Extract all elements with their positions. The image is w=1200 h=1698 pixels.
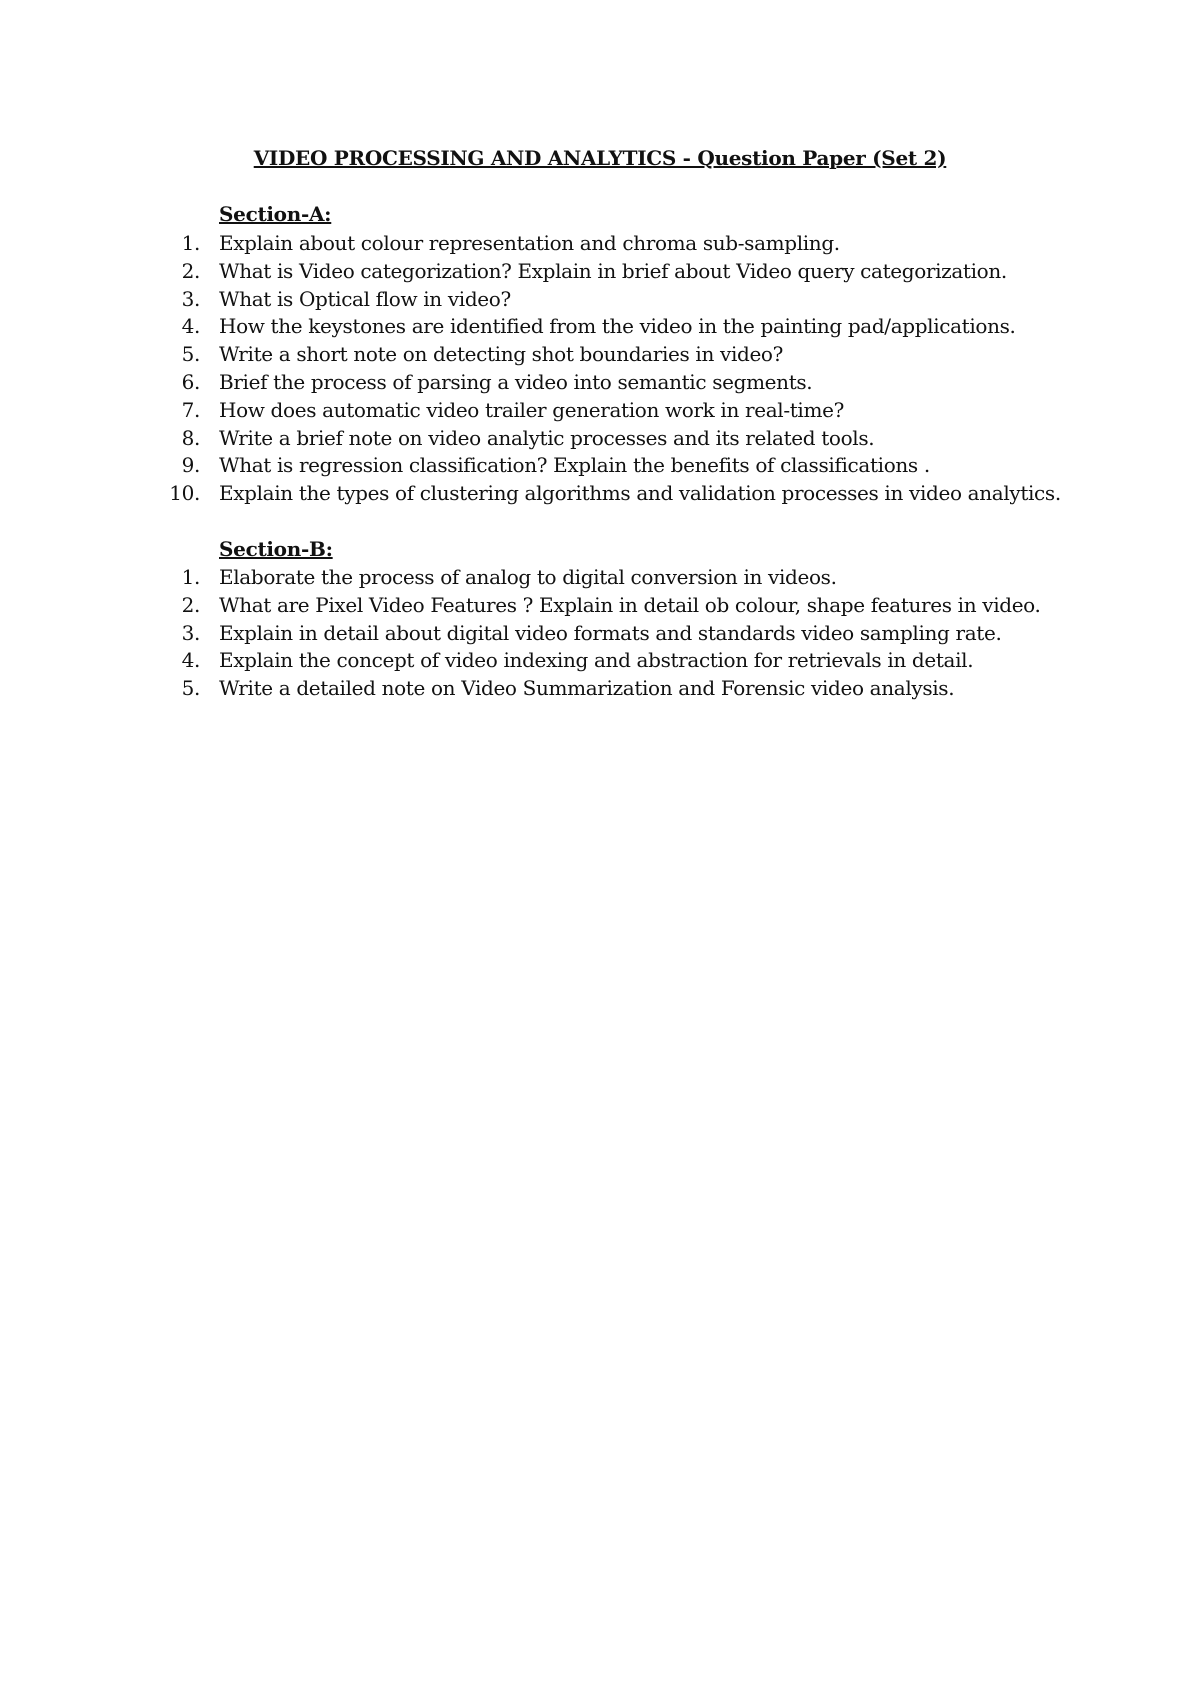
question-item: [0, 369, 1200, 397]
question-number: 5.: [181, 676, 200, 701]
question-item: [0, 564, 1200, 592]
question-text: Elaborate the process of analog to digital conversion in videos.: [219, 565, 837, 589]
question-text: What is Video categorization? Explain in brief about Video query categorization.: [219, 258, 1007, 283]
question-text: Brief the process of parsing a video into semantic segments.: [219, 369, 813, 394]
question-number: 4.: [181, 648, 200, 673]
question-number: 3.: [181, 286, 200, 311]
section-b-heading: Section-B:: [219, 537, 333, 561]
question-text: Write a short note on detecting shot boundaries in video?: [219, 342, 783, 367]
paper-title: VIDEO PROCESSING AND ANALYTICS - Question Paper (Set 2): [253, 146, 947, 170]
question-number: 10.: [169, 481, 200, 506]
question-number: 5.: [181, 342, 200, 367]
question-number: 1.: [181, 565, 200, 589]
question-text: What is regression classification? Explain the benefits of classifications .: [219, 453, 930, 478]
question-text: How does automatic video trailer generation work in real-time?: [219, 397, 844, 422]
question-text: Write a brief note on video analytic processes and its related tools.: [219, 425, 875, 450]
question-item: [0, 647, 1200, 675]
question-item: [0, 286, 1200, 314]
question-text: Explain in detail about digital video formats and standards video sampling rate.: [219, 620, 1002, 645]
question-text: How the keystones are identified from the video in the painting pad/applications.: [219, 314, 1016, 339]
question-item: [0, 230, 1200, 258]
question-item: [0, 425, 1200, 453]
question-number: 7.: [181, 397, 200, 422]
section-b-question-list: [0, 564, 1200, 703]
question-text: What is Optical flow in video?: [219, 286, 511, 311]
question-item: [0, 341, 1200, 369]
section-a-question-list: [0, 230, 1200, 508]
question-item: [0, 620, 1200, 648]
question-item: [0, 452, 1200, 480]
question-number: 8.: [181, 425, 200, 450]
question-number: 6.: [181, 369, 200, 394]
question-text: Explain about colour representation and chroma sub-sampling.: [219, 231, 840, 255]
question-text: Write a detailed note on Video Summarization and Forensic video analysis.: [219, 676, 955, 701]
question-item: [0, 397, 1200, 425]
question-item: [0, 480, 1200, 508]
question-number: 4.: [181, 314, 200, 339]
question-number: 9.: [181, 453, 200, 478]
question-text: Explain the concept of video indexing and abstraction for retrievals in detail.: [219, 648, 974, 673]
question-item: [0, 592, 1200, 620]
question-item: [0, 258, 1200, 286]
question-text: Explain the types of clustering algorithms and validation processes in video analytics.: [219, 481, 1061, 506]
section-a-heading: Section-A:: [219, 202, 332, 226]
question-number: 2.: [181, 592, 200, 617]
question-number: 3.: [181, 620, 200, 645]
question-text: What are Pixel Video Features ? Explain in detail ob colour, shape features in video.: [219, 592, 1041, 617]
question-item: [0, 675, 1200, 703]
question-number: 1.: [181, 231, 200, 255]
question-item: [0, 313, 1200, 341]
question-number: 2.: [181, 258, 200, 283]
